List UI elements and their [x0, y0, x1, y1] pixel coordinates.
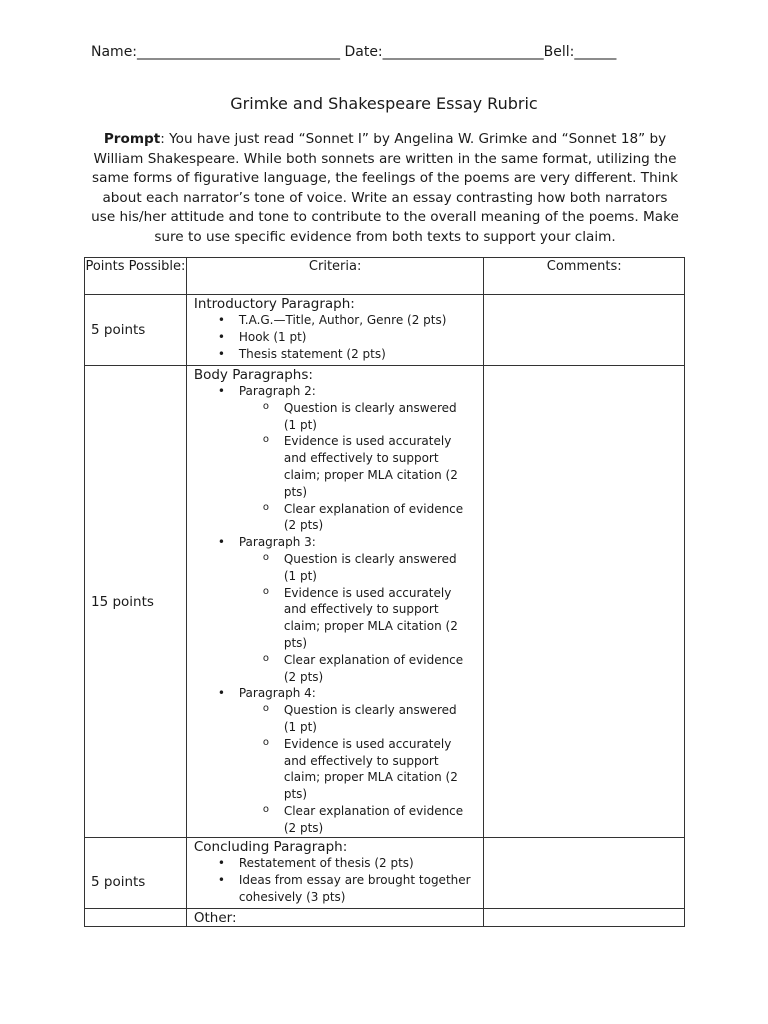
list-item: o Clear explanation of evidence (2 pts): [239, 501, 484, 535]
other-criteria: [186, 909, 484, 927]
list-item: • T.A.G.—Title, Author, Genre (2 pts): [187, 312, 484, 329]
sub-list: [239, 702, 484, 836]
body-criteria: [186, 366, 484, 838]
list-item: o Clear explanation of evidence (2 pts): [239, 803, 484, 837]
prompt-label: Prompt: [103, 131, 161, 147]
body-title: Body Paragraphs:: [193, 367, 313, 383]
other-comments: [484, 909, 685, 927]
body-list: [187, 383, 484, 837]
list-item: o Question is clearly answered (1 pt): [239, 702, 484, 736]
conclusion-list: [187, 855, 484, 905]
list-item: o Question is clearly answered (1 pt): [239, 551, 484, 585]
other-title: Other:: [193, 910, 237, 926]
conclusion-comments: [484, 838, 685, 909]
list-item: • Hook (1 pt): [187, 329, 484, 346]
page-title: Grimke and Shakespeare Essay Rubric: [230, 94, 538, 113]
intro-criteria: [186, 295, 484, 366]
sub-list: [239, 551, 484, 685]
list-item: [187, 534, 484, 685]
table-row: [85, 909, 685, 927]
header-comments: Comments:: [484, 258, 685, 295]
body-points: 15 points: [85, 366, 187, 838]
table-row: [85, 295, 685, 366]
list-item: • Ideas from essay are brought together cohesively (3 pts): [187, 872, 484, 906]
list-item: o Evidence is used accurately and effectively to support claim; proper MLA citation (2 pts): [239, 585, 484, 652]
paragraph-label: Paragraph 4:: [238, 686, 316, 701]
sub-list: [239, 400, 484, 534]
table-row: [85, 838, 685, 909]
list-item: • Thesis statement (2 pts): [187, 346, 484, 363]
list-item: o Evidence is used accurately and effectively to support claim; proper MLA citation (2 pts): [239, 736, 484, 803]
list-item: o Evidence is used accurately and effectively to support claim; proper MLA citation (2 pts): [239, 433, 484, 500]
table-row: [85, 366, 685, 838]
intro-title: Introductory Paragraph:: [193, 296, 355, 312]
list-item: o Clear explanation of evidence (2 pts): [239, 652, 484, 686]
prompt-text: : You have just read “Sonnet I” by Angelina W. Grimke and “Sonnet 18” by William Shakespeare. While both sonnets are written in the same format, utilizing the same forms of figurative language, the feelings of the poems are very different. Think about each narrator’s tone of voice. Write an essay contrasting how both narrators use his/her attitude and tone to contribute to the overall meaning of the poems. Make sure to use specific evidence from both texts to support your claim.: [91, 131, 679, 245]
conclusion-criteria: [186, 838, 484, 909]
conclusion-title: Concluding Paragraph:: [193, 839, 348, 855]
intro-list: [187, 312, 484, 362]
conclusion-points: 5 points: [85, 838, 187, 909]
paragraph-label: Paragraph 3:: [238, 535, 316, 550]
name-date-bell-line: Name:_____________________________ Date:_______________________Bell:______: [91, 44, 617, 60]
header-criteria: Criteria:: [186, 258, 484, 295]
body-comments: [484, 366, 685, 838]
intro-points: 5 points: [85, 295, 187, 366]
intro-comments: [484, 295, 685, 366]
list-item: o Question is clearly answered (1 pt): [239, 400, 484, 434]
list-item: [187, 383, 484, 534]
list-item: [187, 685, 484, 836]
paragraph-label: Paragraph 2:: [238, 384, 316, 398]
header-points: Points Possible:: [85, 258, 187, 295]
other-points: [85, 909, 187, 927]
list-item: • Restatement of thesis (2 pts): [187, 855, 484, 872]
table-header-row: [85, 258, 685, 295]
prompt-paragraph: [90, 130, 680, 248]
rubric-table: [84, 257, 685, 927]
